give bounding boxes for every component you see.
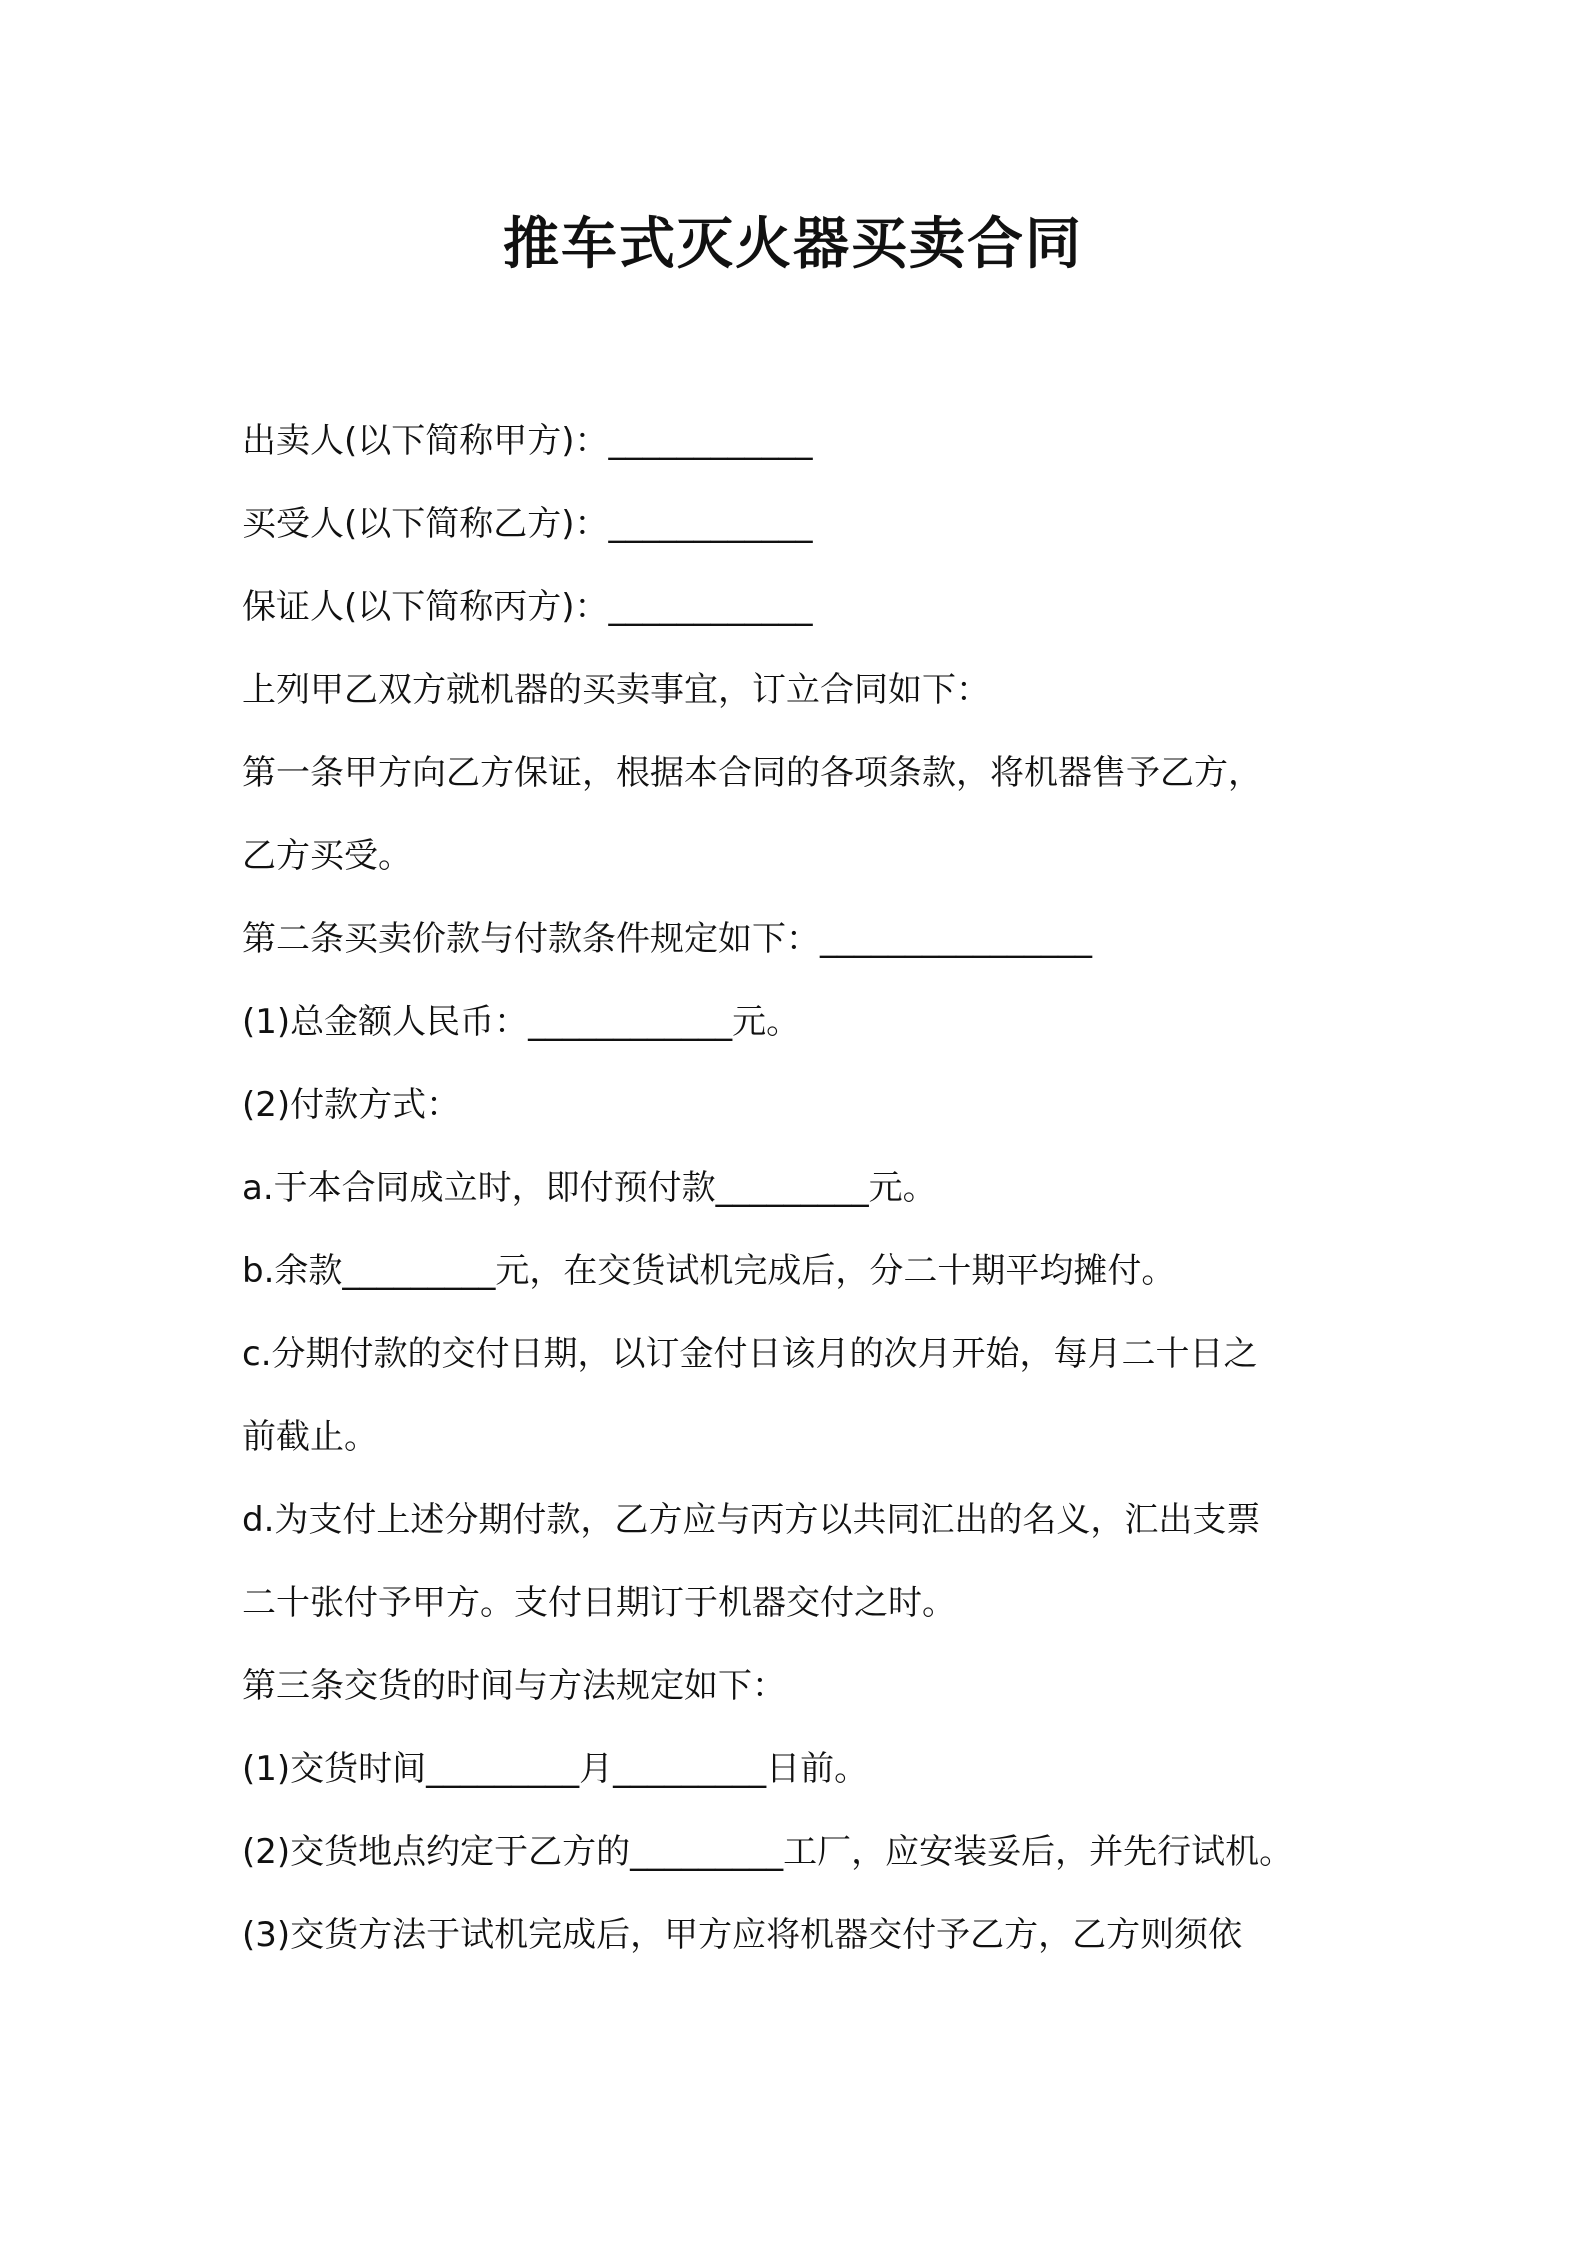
article-2-item-d-line-2: 二十张付予甲方。支付日期订于机器交付之时。 xyxy=(242,1583,956,1623)
article-3-item-3: (3)交货方法于试机完成后，甲方应将机器交付予乙方，乙方则须依 xyxy=(242,1915,1243,1955)
article-2-item-a: a.于本合同成立时，即付预付款_________元。 xyxy=(242,1168,937,1208)
article-3-item-1: (1)交货时间_________月_________日前。 xyxy=(242,1749,869,1789)
preamble-line: 上列甲乙双方就机器的买卖事宜，订立合同如下： xyxy=(242,670,990,710)
article-1-line-2: 乙方买受。 xyxy=(242,836,412,876)
article-2-item-d-line-1: d.为支付上述分期付款，乙方应与丙方以共同汇出的名义，汇出支票 xyxy=(242,1500,1261,1540)
buyer-line: 买受人(以下简称乙方)：____________ xyxy=(242,504,813,544)
article-2-item-b: b.余款_________元，在交货试机完成后，分二十期平均摊付。 xyxy=(242,1251,1176,1291)
article-2-heading: 第二条买卖价款与付款条件规定如下：________________ xyxy=(242,919,1092,959)
contract-body xyxy=(242,400,1362,1977)
article-3-item-2: (2)交货地点约定于乙方的_________工厂，应安装妥后，并先行试机。 xyxy=(242,1832,1294,1872)
guarantor-line: 保证人(以下简称丙方)：____________ xyxy=(242,587,813,627)
article-1-line-1: 第一条甲方向乙方保证，根据本合同的各项条款，将机器售予乙方， xyxy=(242,753,1262,793)
document-title: 推车式灭火器买卖合同 xyxy=(503,212,1083,277)
article-2-item-c-line-2: 前截止。 xyxy=(242,1417,378,1457)
article-2-item-c-line-1: c.分期付款的交付日期，以订金付日该月的次月开始，每月二十日之 xyxy=(242,1334,1258,1374)
article-2-item-1: (1)总金额人民币：____________元。 xyxy=(242,1002,801,1042)
article-3-heading: 第三条交货的时间与方法规定如下： xyxy=(242,1666,786,1706)
seller-line: 出卖人(以下简称甲方)：____________ xyxy=(242,421,813,461)
article-2-item-2: (2)付款方式： xyxy=(242,1085,461,1125)
